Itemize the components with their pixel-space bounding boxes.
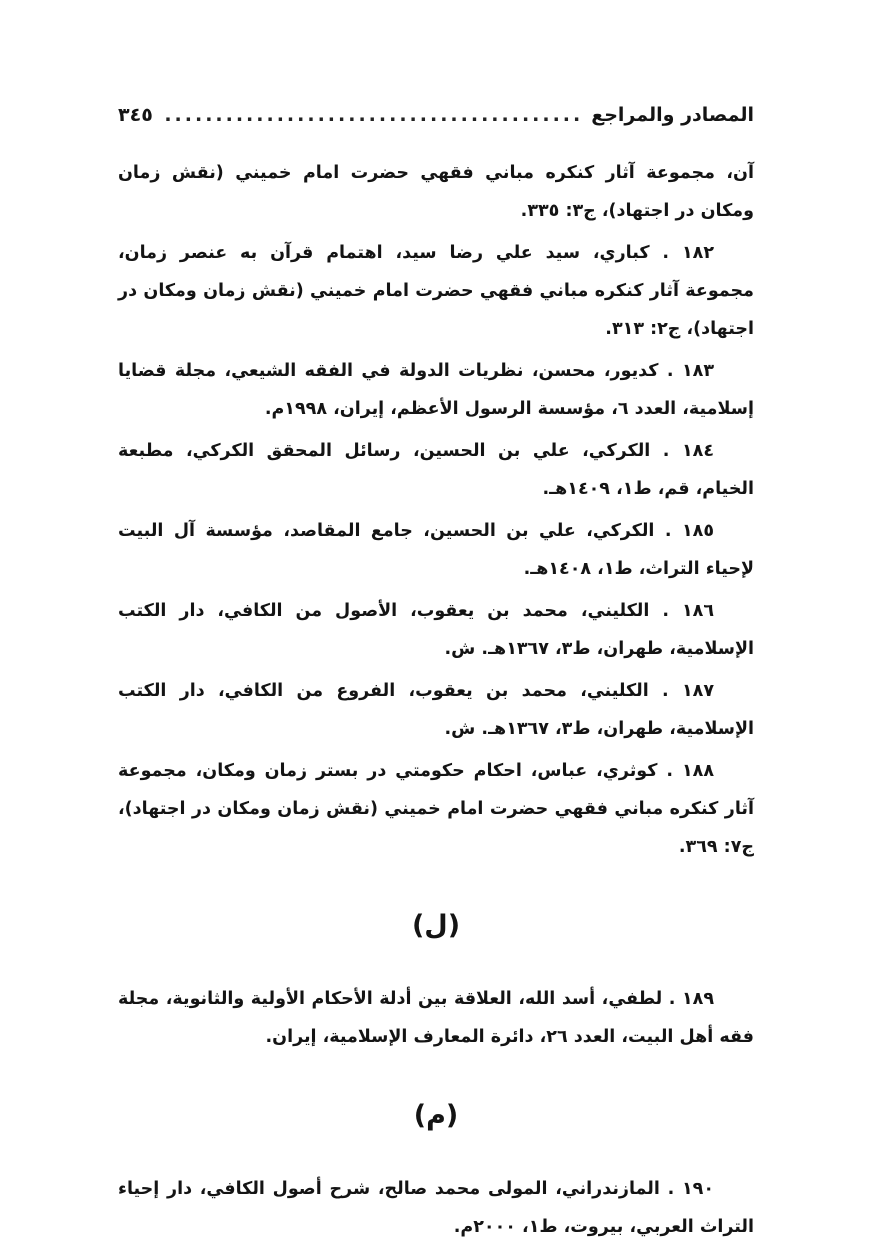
bibliography-entry-190: ١٩٠ . المازندراني، المولى محمد صالح، شرح أصول الكافي، دار إحياء التراث العربي، بيروت، ط١، ٢٠٠٠م. <box>118 1179 754 1237</box>
section-heading-mim: (م) <box>413 1100 459 1131</box>
dot-leader <box>161 98 583 132</box>
bibliography-entry-185: ١٨٥ . الكركي، علي بن الحسين، جامع المقاصد، مؤسسة آل البيت لإحياء التراث، ط١، ١٤٠٨هـ. <box>118 521 754 579</box>
page-number: ٣٤٥ <box>118 104 153 126</box>
bibliography-entry-189: ١٨٩ . لطفي، أسد الله، العلاقة بين أدلة الأحكام الأولية والثانوية، مجلة فقه أهل البيت، العدد ٢٦، دائرة المعارف الإسلامية، إيران. <box>118 989 754 1047</box>
bibliography-entry-186: ١٨٦ . الكليني، محمد بن يعقوب، الأصول من الكافي، دار الكتب الإسلامية، طهران، ط٣، ١٣٦٧هـ. ش. <box>118 601 754 659</box>
bibliography-list <box>118 154 754 1246</box>
section-heading-lam: (ل) <box>411 910 461 941</box>
running-head-title: المصادر والمراجع <box>591 104 754 126</box>
bibliography-entry-188: ١٨٨ . كوثري، عباس، احكام حكومتي در بستر زمان ومكان، مجموعة آثار كنكره مباني فقهي حضرت امام خميني (نقش زمان ومكان در اجتهاد)، ج٧: ٣٦٩. <box>118 761 754 857</box>
running-head <box>118 98 754 132</box>
bibliography-entry-continued: آن، مجموعة آثار كنكره مباني فقهي حضرت امام خميني (نقش زمان ومكان در اجتهاد)، ج٣: ٣٣٥. <box>118 163 754 221</box>
bibliography-entry-182: ١٨٢ . كباري، سيد علي رضا سيد، اهتمام قرآن به عنصر زمان، مجموعة آثار كنكره مباني فقهي حضرت امام خميني (نقش زمان ومكان در اجتهاد)، ج٢: ٣١٣. <box>118 243 754 339</box>
document-page <box>118 98 754 1246</box>
bibliography-entry-183: ١٨٣ . كديور، محسن، نظريات الدولة في الفقه الشيعي، مجلة قضايا إسلامية، العدد ٦، مؤسسة الرسول الأعظم، إيران، ١٩٩٨م. <box>118 361 754 419</box>
bibliography-entry-187: ١٨٧ . الكليني، محمد بن يعقوب، الفروع من الكافي، دار الكتب الإسلامية، طهران، ط٣، ١٣٦٧هـ. ش. <box>118 681 754 739</box>
bibliography-entry-184: ١٨٤ . الكركي، علي بن الحسين، رسائل المحقق الكركي، مطبعة الخيام، قم، ط١، ١٤٠٩هـ. <box>118 441 754 499</box>
